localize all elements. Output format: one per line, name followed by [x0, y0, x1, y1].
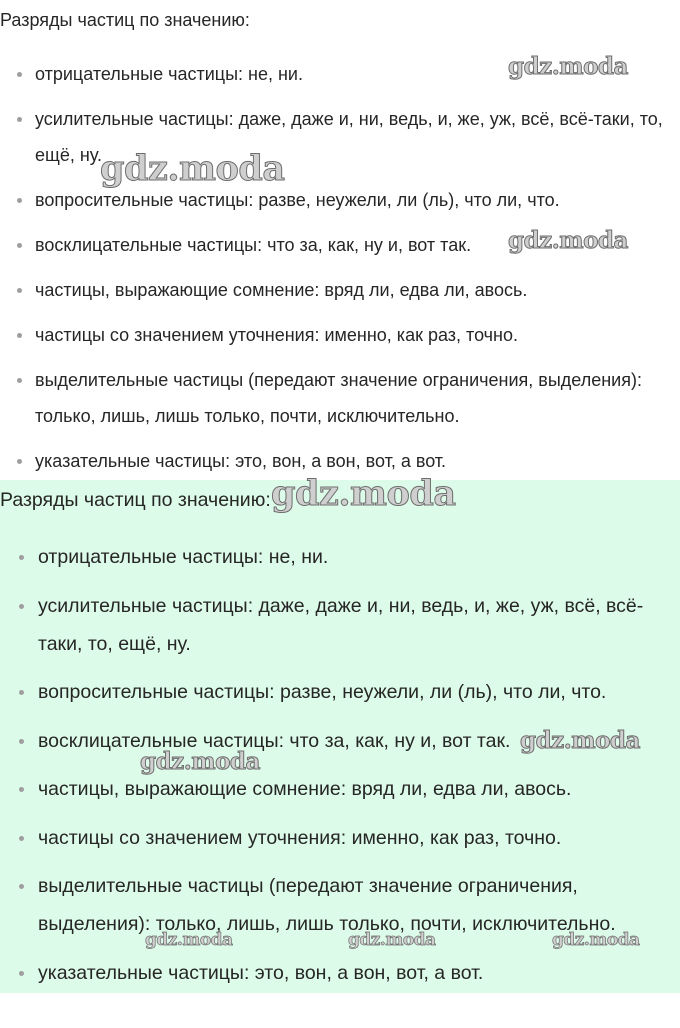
- list-item-text: выделительные частицы (передают значение ограничения, выделения):: [35, 370, 642, 390]
- particle-categories-section: [0, 0, 680, 480]
- list-item-text: частицы, выражающие сомнение: вряд ли, едва ли, авось.: [38, 778, 572, 800]
- watermark: gdz.moda: [140, 748, 260, 775]
- watermark: gdz.moda: [348, 930, 436, 950]
- watermark: gdz.moda: [271, 473, 456, 514]
- bullet-icon: [19, 690, 24, 695]
- particle-list: [0, 53, 680, 488]
- bullet-icon: [17, 459, 22, 464]
- list-item: [0, 722, 680, 760]
- bullet-icon: [17, 378, 22, 383]
- bullet-icon: [19, 884, 24, 889]
- bullet-icon: [19, 604, 24, 609]
- list-item: [0, 182, 680, 218]
- list-item: [0, 227, 680, 263]
- list-item-text: вопросительные частицы: разве, неужели, ли (ль), что ли, что.: [35, 190, 560, 210]
- list-item-text: ещё, ну.: [35, 145, 102, 165]
- bullet-icon: [17, 333, 22, 338]
- watermark: gdz.moda: [552, 930, 640, 950]
- bullet-icon: [17, 243, 22, 248]
- list-item-text: усилительные частицы: даже, даже и, ни, ведь, и, же, уж, всё, всё-: [38, 594, 644, 617]
- list-item-text: частицы, выражающие сомнение: вряд ли, едва ли, авось.: [35, 280, 528, 300]
- list-item-text: указательные частицы: это, вон, а вон, вот, а вот.: [38, 961, 484, 984]
- list-item: [0, 317, 680, 353]
- bullet-icon: [17, 72, 22, 77]
- list-item: [0, 538, 680, 576]
- list-item-text: частицы со значением уточнения: именно, как раз, точно.: [35, 325, 519, 345]
- list-item-text: указательные частицы: это, вон, а вон, вот, а вот.: [35, 451, 447, 471]
- list-item-text: частицы со значением уточнения: именно, как раз, точно.: [38, 826, 562, 849]
- list-item: [0, 587, 680, 663]
- list-item-text: восклицательные частицы: что за, как, ну и, вот так.: [35, 235, 472, 255]
- watermark: gdz.moda: [520, 727, 640, 754]
- list-item-text: только, лишь, лишь только, почти, исключительно.: [35, 406, 460, 426]
- list-item-text: усилительные частицы: даже, даже и, ни, ведь, и, же, уж, всё, всё-таки, то,: [35, 109, 663, 129]
- bullet-icon: [19, 555, 24, 560]
- list-item: [0, 770, 680, 808]
- watermark: gdz.moda: [508, 53, 628, 80]
- list-item-text: отрицательные частицы: не, ни.: [38, 546, 329, 568]
- list-item-text: таки, то, ещё, ну.: [38, 632, 191, 655]
- list-item-text: выделительные частицы (передают значение ограничения,: [38, 875, 578, 897]
- watermark: gdz.moda: [145, 930, 233, 950]
- list-item-text: вопросительные частицы: разве, неужели, ли (ль), что ли, что.: [38, 681, 607, 703]
- list-item: [0, 867, 680, 943]
- bullet-icon: [17, 198, 22, 203]
- list-item: [0, 673, 680, 711]
- list-item: [0, 272, 680, 308]
- list-item-text: восклицательные частицы: что за, как, ну и, вот так.: [38, 729, 511, 752]
- bullet-icon: [19, 787, 24, 792]
- list-item: [0, 101, 680, 173]
- section-title: Разряды частиц по значению:: [0, 489, 271, 511]
- list-item: [0, 819, 680, 857]
- bullet-icon: [19, 971, 24, 976]
- bullet-icon: [19, 739, 24, 744]
- particle-categories-highlighted-section: [0, 480, 680, 993]
- list-item: [0, 954, 680, 992]
- list-item-text: отрицательные частицы: не, ни.: [35, 64, 303, 84]
- bullet-icon: [19, 836, 24, 841]
- list-item: [0, 53, 680, 92]
- bullet-icon: [17, 288, 22, 293]
- particle-list: [0, 538, 680, 1002]
- list-item: [0, 443, 680, 479]
- list-item-text: выделения): только, лишь, лишь только, почти, исключительно.: [38, 913, 616, 935]
- watermark: gdz.moda: [100, 148, 285, 189]
- watermark: gdz.moda: [508, 227, 628, 254]
- list-item: [0, 362, 680, 434]
- section-title: Разряды частиц по значению:: [0, 10, 250, 30]
- bullet-icon: [17, 117, 22, 122]
